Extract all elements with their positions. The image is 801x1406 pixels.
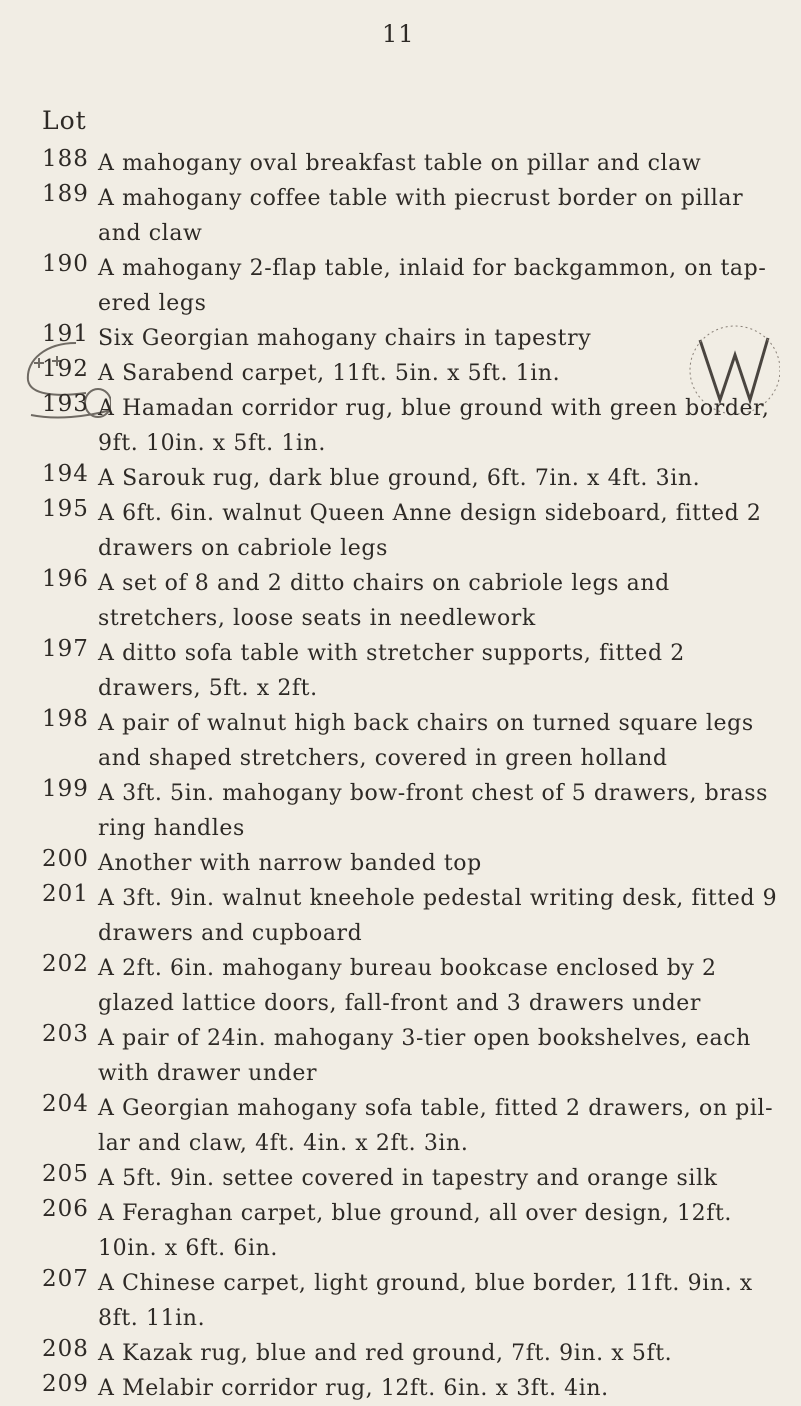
- lot-description: A Melabir corridor rug, 12ft. 6in. x 3ft. 4in.: [98, 1376, 609, 1401]
- lot-description: Another with narrow banded top: [98, 851, 482, 876]
- lot-description: A Kazak rug, blue and red ground, 7ft. 9in. x 5ft.: [98, 1341, 673, 1366]
- lot-number: 197: [42, 636, 89, 662]
- lot-number: 193: [42, 391, 89, 417]
- lot-number: 194: [42, 461, 89, 487]
- lot-number: 189: [42, 181, 89, 207]
- lot-description: A Sarabend carpet, 11ft. 5in. x 5ft. 1in.: [98, 361, 561, 386]
- lot-description: A Feraghan carpet, blue ground, all over design, 12ft. 10in. x 6ft. 6in.: [98, 1201, 732, 1261]
- lot-description: A Chinese carpet, light ground, blue border, 11ft. 9in. x 8ft. 11in.: [98, 1271, 753, 1331]
- lot-number: 192: [42, 356, 89, 382]
- lot-description: Six Georgian mahogany chairs in tapestry: [98, 326, 592, 351]
- lot-number: 208: [42, 1336, 89, 1362]
- lot-description: A Sarouk rug, dark blue ground, 6ft. 7in. x 4ft. 3in.: [98, 466, 701, 491]
- lot-number: 196: [42, 566, 89, 592]
- lot-number: 206: [42, 1196, 89, 1222]
- lot-description: A pair of walnut high back chairs on turned square legs and shaped stretchers, covered in green holland: [98, 711, 754, 771]
- lot-number: 204: [42, 1091, 89, 1117]
- lot-number: 207: [42, 1266, 89, 1292]
- lot-description: A Georgian mahogany sofa table, fitted 2 drawers, on pil-lar and claw, 4ft. 4in. x 2ft. 3in.: [98, 1096, 774, 1156]
- lot-number: 202: [42, 951, 89, 977]
- lot-number: 191: [42, 321, 89, 347]
- lot-description: A mahogany 2-flap table, inlaid for backgammon, on tap-ered legs: [98, 256, 767, 316]
- lot-number: 199: [42, 776, 89, 802]
- lot-column-header: Lot: [42, 106, 87, 135]
- lot-number: 188: [42, 146, 89, 172]
- lot-description: A mahogany oval breakfast table on pillar and claw: [98, 151, 702, 176]
- lot-description: A ditto sofa table with stretcher supports, fitted 2 drawers, 5ft. x 2ft.: [98, 641, 685, 701]
- lot-number: 201: [42, 881, 89, 907]
- lot-description: A pair of 24in. mahogany 3-tier open bookshelves, each with drawer under: [98, 1026, 751, 1086]
- lot-number: 195: [42, 496, 89, 522]
- lot-description: A mahogany coffee table with piecrust border on pillar and claw: [98, 186, 744, 246]
- lot-description: A 3ft. 5in. mahogany bow-front chest of 5 drawers, brass ring handles: [98, 781, 768, 841]
- lot-description: A 5ft. 9in. settee covered in tapestry and orange silk: [98, 1166, 718, 1191]
- lot-description: A 6ft. 6in. walnut Queen Anne design sideboard, fitted 2 drawers on cabriole legs: [98, 501, 762, 561]
- lot-number: 203: [42, 1021, 89, 1047]
- lot-number: 200: [42, 846, 89, 872]
- lot-number: 209: [42, 1371, 89, 1397]
- lot-description: A 3ft. 9in. walnut kneehole pedestal writing desk, fitted 9 drawers and cupboard: [98, 886, 778, 946]
- lot-number: 190: [42, 251, 89, 277]
- lot-number: 198: [42, 706, 89, 732]
- lot-description: A Hamadan corridor rug, blue ground with green border, 9ft. 10in. x 5ft. 1in.: [98, 396, 770, 456]
- lot-number: 205: [42, 1161, 89, 1187]
- lot-description: A 2ft. 6in. mahogany bureau bookcase enclosed by 2 glazed lattice doors, fall-front and 3 drawers under: [98, 956, 717, 1016]
- page-number: 11: [382, 20, 415, 48]
- lot-description: A set of 8 and 2 ditto chairs on cabriole legs and stretchers, loose seats in needlework: [98, 571, 670, 631]
